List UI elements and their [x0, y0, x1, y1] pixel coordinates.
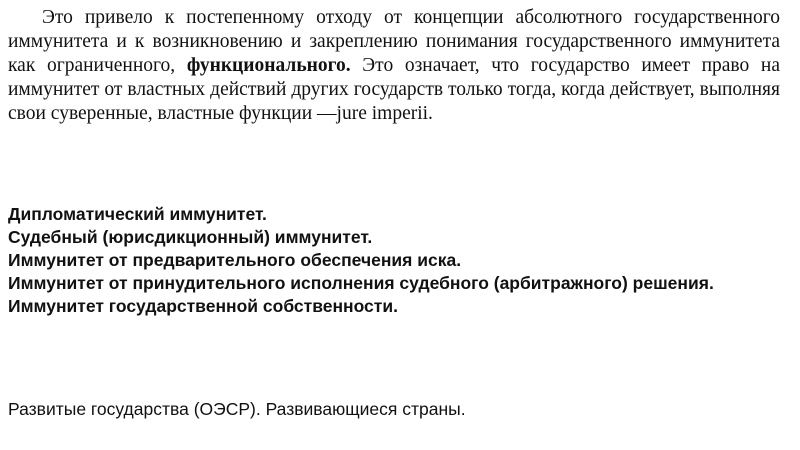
paragraph-text-after: Это означает, что государство имеет право на иммунитет от властных действий других государств только тогда, когда действует, выполняя свои суверенные, властные функции —jure imperii. [8, 55, 780, 124]
immunity-types-list [8, 203, 780, 318]
list-item-enforcement: Иммунитет от принудительного исполнения судебного (арбитражного) решения. [8, 273, 714, 293]
list-item-judicial: Судебный (юрисдикционный) иммунитет. [8, 227, 373, 247]
list-item-preliminary-security: Иммунитет от предварительного обеспечения иска. [8, 250, 462, 270]
footer-text: Развитые государства (ОЭСР). Развивающиеся страны. [8, 399, 466, 419]
intro-paragraph [8, 6, 780, 126]
list-item-state-property: Иммунитет государственной собственности. [8, 296, 398, 316]
list-item-diplomatic: Дипломатический иммунитет. [8, 204, 267, 224]
paragraph-text-before: Это привело к постепенному отходу от концепции абсолютного государственного иммунитета и к возникновению и закреплению понимания государственного иммунитета как ограниченного, [8, 7, 780, 76]
paragraph-bold-term: функционального. [186, 55, 351, 76]
